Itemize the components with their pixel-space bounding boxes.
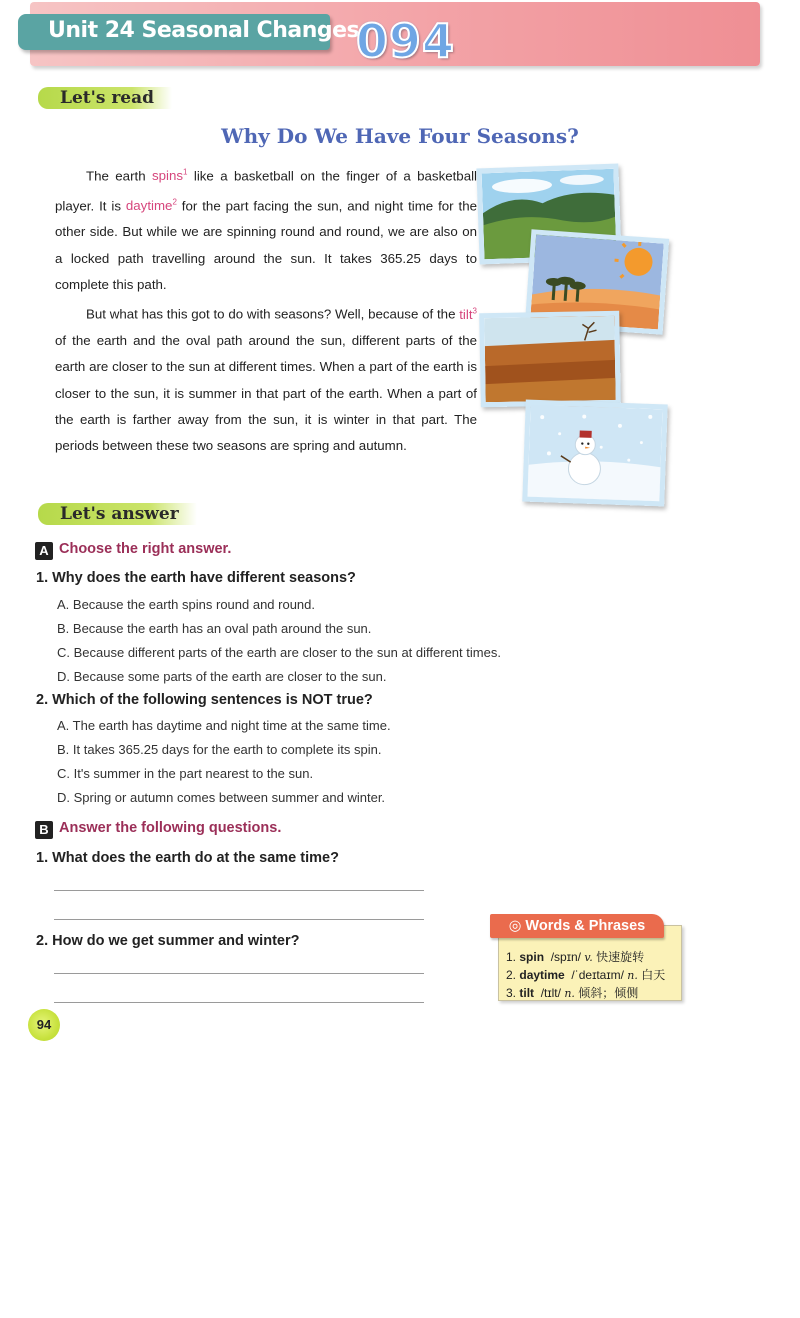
lets-answer-label: Let's answer [38, 503, 197, 525]
keyword-spins: spins$^1$ [151, 168, 188, 184]
option-a2-c[interactable]: C. It's summer in the part nearest to the sun. [57, 766, 314, 781]
vocab-item-spin: 1. spin /spɪn/ v. 快速旋转 [506, 950, 645, 964]
answer-line-b2-2[interactable] [54, 1002, 424, 1003]
paragraph-2: But what has this got to do with seasons? Well, because of the tilt$^3$ of the earth and the oval path around the sun, different parts of the earth are closer to the sun at different times. When a part of the earth is closer to the sun, it is summer in that part of the earth. When a part of the earth is farther away from the sun, it is winter in that part. The periods between these two seasons are spring and autumn. [55, 306, 477, 454]
question-a1: 1. Why does the earth have different seasons? [36, 570, 356, 586]
reading-passage [55, 160, 477, 460]
question-b2: 2. How do we get summer and winter? [36, 933, 300, 949]
option-a1-d[interactable]: D. Because some parts of the earth are closer to the sun. [57, 669, 387, 684]
option-a2-b[interactable]: B. It takes 365.25 days for the earth to complete its spin. [57, 742, 382, 757]
option-a2-d[interactable]: D. Spring or autumn comes between summer and winter. [57, 790, 386, 805]
vocab-item-daytime: 2. daytime /ˈdeɪtaɪm/ n. 白天 [506, 968, 666, 982]
page-code: 094 [356, 14, 456, 68]
lets-read-label: Let's read [38, 87, 172, 109]
vocab-item-tilt: 3. tilt /tɪlt/ n. 倾斜；倾侧 [506, 986, 639, 1000]
answer-line-b1-2[interactable] [54, 919, 424, 920]
answer-line-b1-1[interactable] [54, 890, 424, 891]
keyword-tilt: tilt$^3$ [459, 306, 477, 322]
option-a2-a[interactable]: A. The earth has daytime and night time at the same time. [57, 718, 391, 733]
part-a-heading: A Choose the right answer. [35, 541, 231, 560]
answer-line-b2-1[interactable] [54, 973, 424, 974]
keyword-daytime: daytime$^2$ [125, 197, 177, 214]
words-phrases-title: ◎ Words & Phrases [490, 914, 664, 938]
paragraph-1: The earth spins$^1$ like a basketball on the finger of a basketball player. It is daytime$^2$ for the part facing the sun, and night time for the other side. But while we are spinning round and round, we are also on a locked path travelling around the sun. It takes 365.25 days to complete this path. [55, 168, 477, 293]
unit-title: Unit 24 Seasonal Changes [48, 18, 360, 43]
page-number: 94 [28, 1009, 60, 1041]
option-a1-b[interactable]: B. Because the earth has an oval path around the sun. [57, 621, 372, 636]
option-a1-a[interactable]: A. Because the earth spins round and round. [57, 597, 316, 612]
question-a2: 2. Which of the following sentences is NOT true? [36, 692, 373, 708]
snowman-photo [522, 400, 667, 507]
autumn-field-photo [479, 311, 621, 407]
option-a1-c[interactable]: C. Because different parts of the earth are closer to the sun at different times. [57, 645, 501, 660]
part-b-heading: B Answer the following questions. [35, 820, 281, 839]
question-b1: 1. What does the earth do at the same time? [36, 850, 339, 866]
article-title: Why Do We Have Four Seasons? [221, 124, 579, 148]
